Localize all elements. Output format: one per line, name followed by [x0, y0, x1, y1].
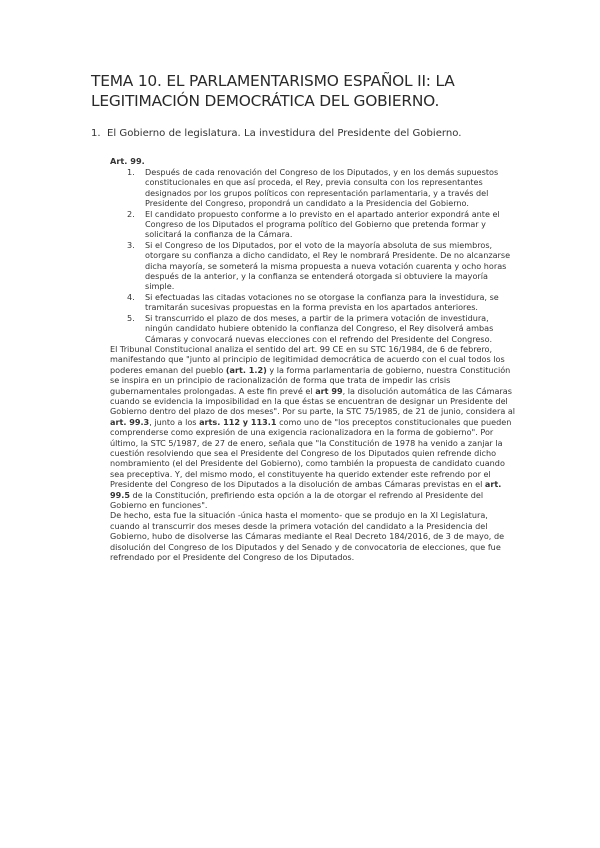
body-paragraph-xi-legislatura: De hecho, esta fue la situación -única hasta el momento- que se produjo en la XI Legislatura, cuando al transcurrir dos meses desde la primera votación del candidato a la Presidencia del Gobierno, hubo de disolverse las Cámaras mediante el Real Decreto 184/2016, de 3 de mayo, de disolución del Congreso de los Diputados y del Senado y de convocatoria de elecciones, que fue refrendado por el Presidente del Congreso de los Diputados. — [110, 510, 505, 563]
article-list — [127, 167, 518, 344]
body-paragraph-tc — [110, 344, 518, 511]
article-item-text: Si efectuadas las citadas votaciones no se otorgase la confianza para la investidura, se tramitarán sucesivas propuestas en la forma prevista en los apartados anteriores. — [145, 291, 499, 313]
paragraph-run: , junto a los — [149, 416, 200, 427]
article-item — [127, 240, 518, 292]
article-item — [127, 313, 518, 344]
article-item-text: Si transcurrido el plazo de dos meses, a partir de la primera votación de investidura, ningún candidato hubiere obtenido la confianza del Congreso, el Rey disolverá ambas Cámaras y convocará nuevas elecciones con el refrendo del Presidente del Congreso. — [145, 312, 494, 344]
article-reference: art. 99.5 — [110, 479, 502, 500]
section-heading — [91, 127, 518, 140]
article-reference: arts. 112 y 113.1 — [199, 416, 277, 427]
section-title: El Gobierno de legislatura. La investidura del Presidente del Gobierno. — [107, 128, 462, 139]
article-item-text: El candidato propuesto conforme a lo previsto en el apartado anterior expondrá ante el Congreso de los Diputados el programa político del Gobierno que pretenda formar y solicitará la confianza de la Cámara. — [145, 208, 500, 240]
section-number: 1. — [91, 128, 101, 139]
article-item-number: 2. — [127, 208, 135, 219]
paragraph-run: de la Constitución, prefiriendo esta opción a la de otorgar el refrendo al Presidente del Gobierno en funciones". — [110, 489, 484, 510]
article-reference: (art. 1.2) — [225, 364, 267, 375]
article-item-text: Si el Congreso de los Diputados, por el voto de la mayoría absoluta de sus miembros, otorgare su confianza a dicho candidato, el Rey le nombrará Presidente. De no alcanzarse dicha mayoría, se someterá la misma propuesta a nueva votación cuarenta y ocho horas después de la anterior, y la confianza se entenderá otorgada si obtuviere la mayoría simple. — [145, 239, 511, 292]
paragraph-run: El Tribunal Constitucional analiza el sentido del art. 99 CE en su STC 16/1984, de 6 de febrero, manifestando que "junto al principio de legitimidad democrática de acuerdo con el cual todos los poderes emanan del pueblo — [110, 343, 505, 375]
article-item-number: 3. — [127, 239, 135, 250]
article-item — [127, 292, 518, 313]
article-item — [127, 209, 518, 240]
article-reference: art. 99.3 — [110, 416, 150, 427]
article-reference: art 99 — [315, 385, 343, 396]
article-item-number: 5. — [127, 312, 135, 323]
article-item-text: Después de cada renovación del Congreso de los Diputados, y en los demás supuestos constitucionales en que así proceda, el Rey, previa consulta con los representantes designados por los grupos políticos con representación parlamentaria, y a través del Presidente del Congreso, propondrá un candidato a la Presidencia del Gobierno. — [145, 167, 499, 209]
article-item-number: 4. — [127, 291, 135, 302]
article-item — [127, 167, 518, 209]
article-label: Art. 99. — [110, 156, 145, 166]
paragraph-run: y la forma parlamentaria de gobierno, nuestra Constitución se inspira en un principio de racionalización de forma que trata de impedir las crisis gubernamentales prolongadas. A este fin prevé el — [110, 364, 511, 396]
article-item-number: 1. — [127, 167, 135, 177]
page-title: TEMA 10. EL PARLAMENTARISMO ESPAÑOL II: LA LEGITIMACIÓN DEMOCRÁTICA DEL GOBIERNO. — [91, 72, 455, 110]
paragraph-run: , la disolución automática de las Cámaras cuando se evidencia la imposibilidad en la que éstas se encuentran de designar un Presidente del Gobierno dentro del plazo de dos meses". Por su parte, la STC 75/1985, de 21 de junio, considera al — [110, 385, 516, 417]
paragraph-run: como uno de "los preceptos constitucionales que pueden comprenderse como expresión de una exigencia racionalizadora en la forma de gobierno". Por último, la STC 5/1987, de 27 de enero, señala que "la Constitución de 1978 ha venido a zanjar la cuestión resolviendo que sea el Presidente del Congreso de los Diputados quien refrende dicho nombramiento (el del Presidente del Gobierno), como también la propuesta de candidato cuando sea preceptiva. Y, del mismo modo, el constituyente ha querido extender este refrendo por el Presidente del Congreso de los Diputados a la disolución de ambas Cámaras previstas en el — [110, 416, 512, 490]
